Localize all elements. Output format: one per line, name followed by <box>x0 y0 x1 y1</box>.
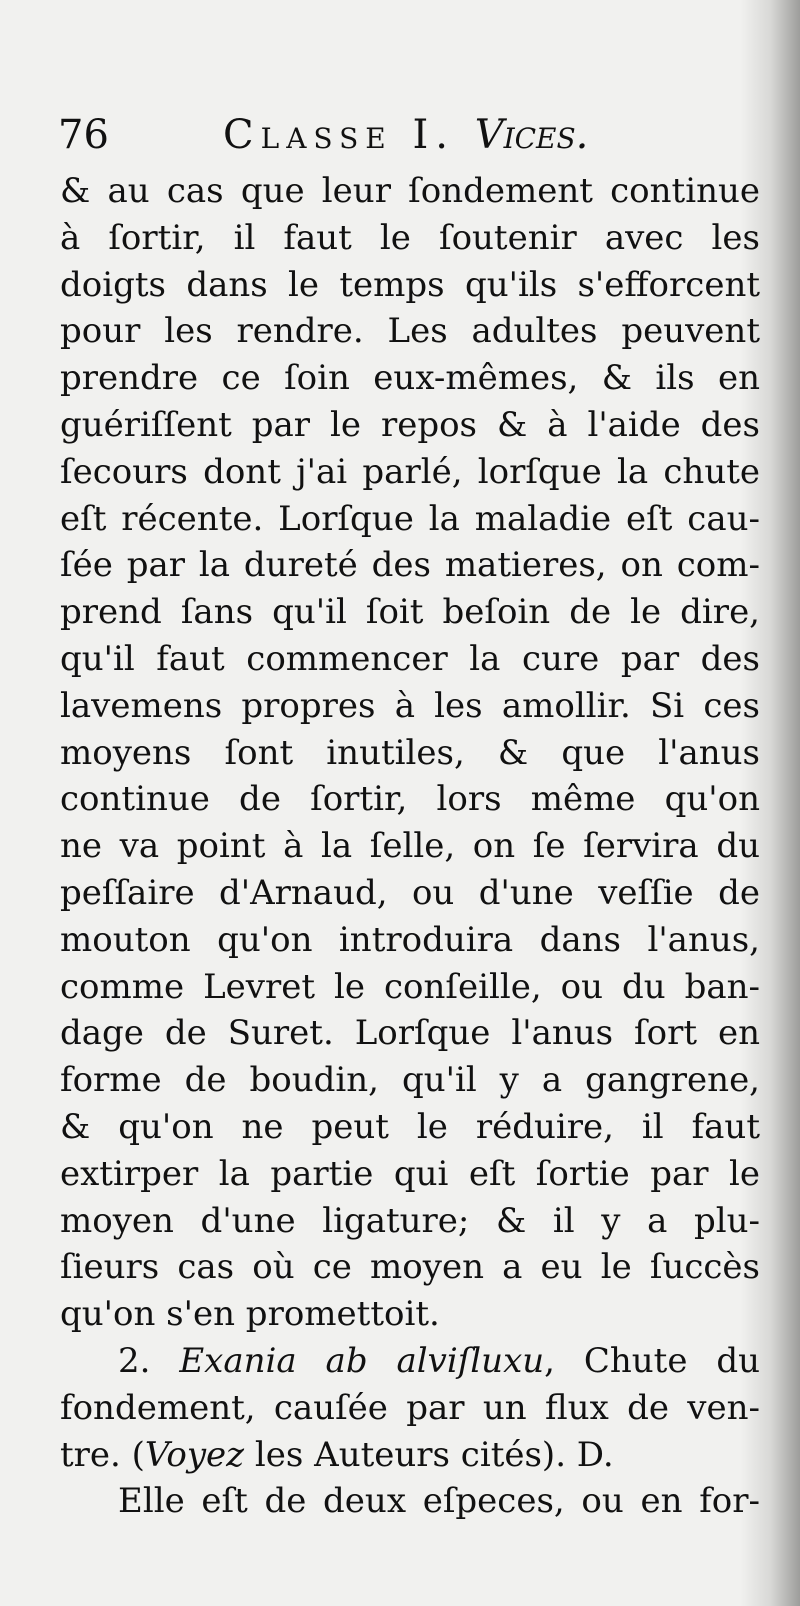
running-title-vices: Vices. <box>474 112 589 158</box>
entry-latin-name: Exania ab alviſluxu <box>179 1340 545 1381</box>
text-line: fondement, cauſée par un flux de ven- <box>60 1387 760 1428</box>
running-title <box>223 110 588 160</box>
text-line: prendre ce ſoin eux-mêmes, & ils en <box>60 358 760 399</box>
text-line: guériſſent par le repos & à l'aide des <box>60 404 760 445</box>
text-line: prend ſans qu'il ſoit beſoin de le dire, <box>60 592 760 633</box>
text-line: qu'on s'en promettoit. <box>60 1294 440 1335</box>
text-line: comme Levret le conſeille, ou du ban- <box>60 966 760 1007</box>
text-line: ſieurs cas où ce moyen a eu le ſuccès <box>60 1247 760 1288</box>
entry-heading-rest: , Chute du <box>544 1340 760 1381</box>
text-line: mouton qu'on introduira dans l'anus, <box>60 919 760 960</box>
text-line: moyens ſont inutiles, & que l'anus <box>60 732 760 773</box>
text-line: forme de boudin, qu'il y a gangrene, <box>60 1060 760 1101</box>
text-line: doigts dans le temps qu'ils s'efforcent <box>60 264 760 305</box>
page-number: 76 <box>58 112 109 158</box>
text-line: ne va point à la ſelle, on ſe ſervira du <box>60 826 760 867</box>
entry-reference-line <box>60 1432 760 1479</box>
running-title-class: Classe I. <box>223 112 455 158</box>
text-line: ſecours dont j'ai parlé, lorſque la chute <box>60 451 760 492</box>
text-line: peſſaire d'Arnaud, ou d'une veſſie de <box>60 872 760 913</box>
text-line: à ſortir, il faut le ſoutenir avec les <box>60 217 760 258</box>
text-line: & qu'on ne peut le réduire, il faut <box>60 1106 760 1147</box>
entry-ref-open: tre. ( <box>60 1434 145 1475</box>
text-line: moyen d'une ligature; & il y a plu- <box>60 1200 760 1241</box>
text-line: Elle eſt de deux eſpeces, ou en for- <box>118 1481 760 1522</box>
text-line: pour les rendre. Les adultes peuvent <box>60 311 760 352</box>
text-line: eſt récente. Lorſque la maladie eſt cau- <box>60 498 760 539</box>
running-header <box>58 110 758 160</box>
text-line: dage de Suret. Lorſque l'anus ſort en <box>60 1013 760 1054</box>
text-line: extirper la partie qui eſt ſortie par le <box>60 1153 760 1194</box>
entry-heading-line <box>60 1338 760 1385</box>
text-line: ſée par la dureté des matieres, on com- <box>60 545 760 586</box>
text-line: & au cas que leur ſondement continue <box>60 171 760 211</box>
text-line: continue de ſortir, lors même qu'on <box>60 779 760 820</box>
text-line: lavemens propres à les amollir. Si ces <box>60 685 760 726</box>
entry-ref-rest: les Auteurs cités). D. <box>244 1434 614 1475</box>
entry-ref-voyez: Voyez <box>144 1434 245 1475</box>
body-text <box>60 168 760 1525</box>
entry-number: 2. <box>118 1340 151 1381</box>
text-line: qu'il faut commencer la cure par des <box>60 638 760 679</box>
